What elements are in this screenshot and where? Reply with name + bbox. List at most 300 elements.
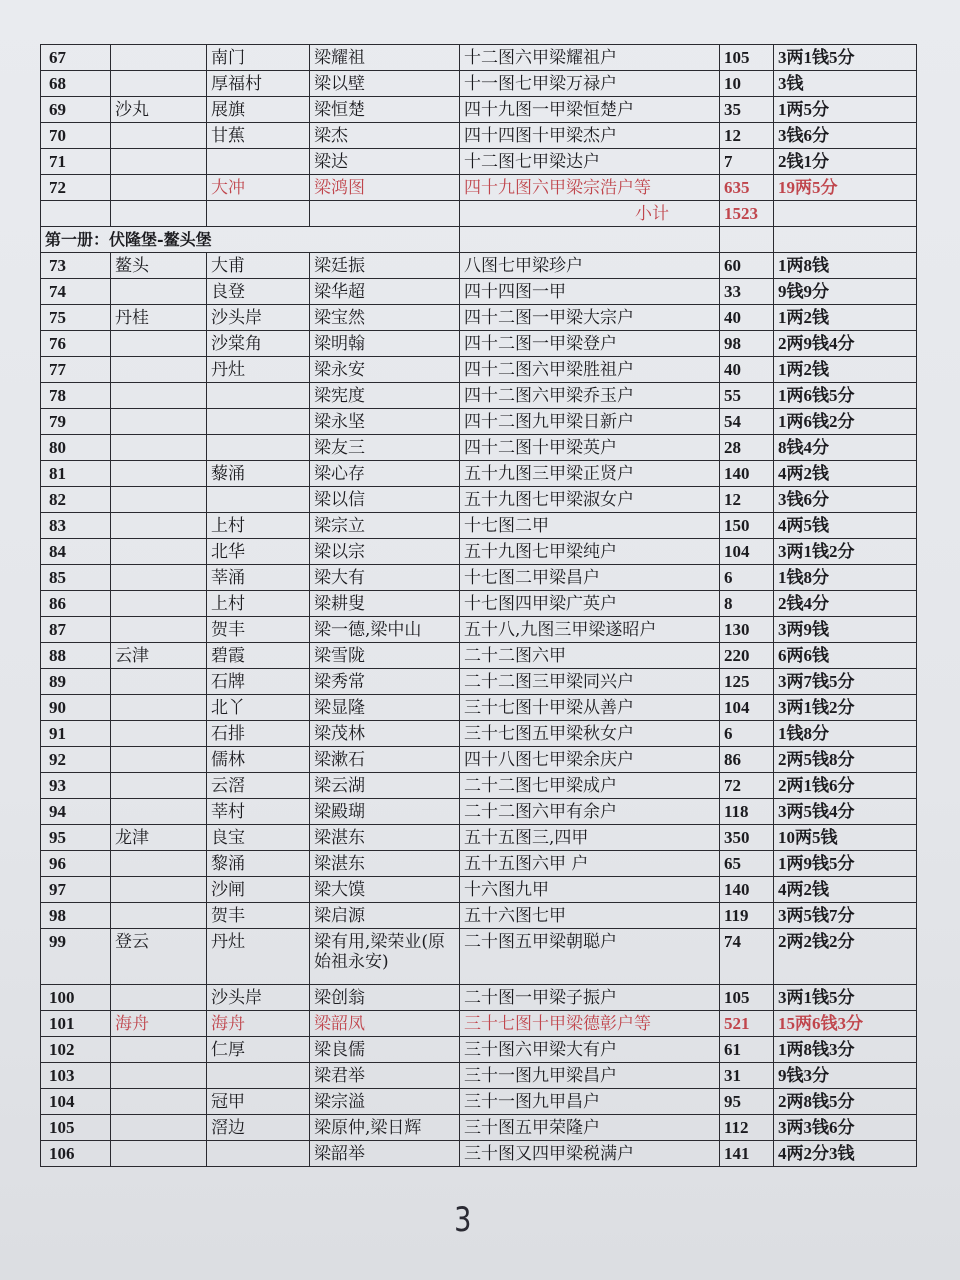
ancestor-name: 梁宗立 bbox=[310, 513, 460, 539]
village-name: 龙津 bbox=[111, 825, 207, 851]
mu-count: 150 bbox=[720, 513, 774, 539]
table-row bbox=[41, 591, 917, 617]
ancestor-name: 梁韶凤 bbox=[310, 1011, 460, 1037]
ancestor-name: 梁漱石 bbox=[310, 747, 460, 773]
ancestor-name: 梁永坚 bbox=[310, 409, 460, 435]
sub-village: 北华 bbox=[207, 539, 310, 565]
tax-amount: 3钱 bbox=[774, 71, 917, 97]
village-name bbox=[111, 1089, 207, 1115]
subtotal-value: 1523 bbox=[720, 201, 774, 227]
sub-village bbox=[207, 149, 310, 175]
tax-amount: 3两5钱7分 bbox=[774, 903, 917, 929]
tax-register: 三十一图九甲梁昌户 bbox=[460, 1063, 720, 1089]
tax-amount: 9钱3分 bbox=[774, 1063, 917, 1089]
village-name: 沙丸 bbox=[111, 97, 207, 123]
mu-count: 72 bbox=[720, 773, 774, 799]
sub-village: 甘蕉 bbox=[207, 123, 310, 149]
village-name bbox=[111, 513, 207, 539]
table-row bbox=[41, 487, 917, 513]
row-number: 69 bbox=[41, 97, 111, 123]
sub-village: 莘村 bbox=[207, 799, 310, 825]
row-number: 70 bbox=[41, 123, 111, 149]
village-name bbox=[111, 45, 207, 71]
table-row bbox=[41, 539, 917, 565]
village-name bbox=[111, 851, 207, 877]
tax-amount: 1两8钱 bbox=[774, 253, 917, 279]
tax-amount: 4两2分3钱 bbox=[774, 1141, 917, 1167]
sub-village: 丹灶 bbox=[207, 929, 310, 985]
mu-count: 54 bbox=[720, 409, 774, 435]
table-row bbox=[41, 1063, 917, 1089]
table-row bbox=[41, 929, 917, 985]
village-name bbox=[111, 357, 207, 383]
tax-register: 五十九图三甲梁正贤户 bbox=[460, 461, 720, 487]
sub-village: 仁厚 bbox=[207, 1037, 310, 1063]
row-number: 98 bbox=[41, 903, 111, 929]
row-number: 81 bbox=[41, 461, 111, 487]
mu-count: 86 bbox=[720, 747, 774, 773]
village-name bbox=[111, 279, 207, 305]
table-row bbox=[41, 331, 917, 357]
row-number: 77 bbox=[41, 357, 111, 383]
sub-village: 滘边 bbox=[207, 1115, 310, 1141]
mu-count: 130 bbox=[720, 617, 774, 643]
tax-register: 四十二图六甲梁胜祖户 bbox=[460, 357, 720, 383]
sub-village: 上村 bbox=[207, 591, 310, 617]
sub-village: 丹灶 bbox=[207, 357, 310, 383]
sub-village: 南门 bbox=[207, 45, 310, 71]
table-row bbox=[41, 565, 917, 591]
ancestor-name: 梁杰 bbox=[310, 123, 460, 149]
tax-register: 二十二图七甲梁成户 bbox=[460, 773, 720, 799]
table-row bbox=[41, 617, 917, 643]
sub-village: 儒林 bbox=[207, 747, 310, 773]
tax-amount: 2两9钱4分 bbox=[774, 331, 917, 357]
mu-count: 98 bbox=[720, 331, 774, 357]
tax-amount: 4两5钱 bbox=[774, 513, 917, 539]
tax-amount: 3两9钱 bbox=[774, 617, 917, 643]
mu-count: 105 bbox=[720, 45, 774, 71]
row-number: 97 bbox=[41, 877, 111, 903]
ancestor-name: 梁心存 bbox=[310, 461, 460, 487]
table-body-part2 bbox=[41, 253, 917, 1167]
village-name bbox=[111, 565, 207, 591]
mu-count: 12 bbox=[720, 123, 774, 149]
village-name: 登云 bbox=[111, 929, 207, 985]
tax-amount: 2两1钱6分 bbox=[774, 773, 917, 799]
tax-register: 三十七图十甲梁德彰户等 bbox=[460, 1011, 720, 1037]
row-number: 90 bbox=[41, 695, 111, 721]
row-number: 102 bbox=[41, 1037, 111, 1063]
table-row bbox=[41, 357, 917, 383]
tax-amount: 1钱8分 bbox=[774, 721, 917, 747]
table-row bbox=[41, 695, 917, 721]
village-name bbox=[111, 1141, 207, 1167]
tax-amount: 3两7钱5分 bbox=[774, 669, 917, 695]
table-row bbox=[41, 985, 917, 1011]
ancestor-name: 梁永安 bbox=[310, 357, 460, 383]
ancestor-name: 梁耀祖 bbox=[310, 45, 460, 71]
village-name bbox=[111, 409, 207, 435]
village-name: 鳌头 bbox=[111, 253, 207, 279]
tax-register: 五十六图七甲 bbox=[460, 903, 720, 929]
mu-count: 104 bbox=[720, 539, 774, 565]
mu-count: 521 bbox=[720, 1011, 774, 1037]
village-name bbox=[111, 747, 207, 773]
sub-village bbox=[207, 409, 310, 435]
village-name bbox=[111, 903, 207, 929]
sub-village: 藜涌 bbox=[207, 461, 310, 487]
tax-amount: 1两8钱3分 bbox=[774, 1037, 917, 1063]
village-name: 海舟 bbox=[111, 1011, 207, 1037]
row-number: 104 bbox=[41, 1089, 111, 1115]
table-row bbox=[41, 747, 917, 773]
tax-amount: 2钱1分 bbox=[774, 149, 917, 175]
village-name bbox=[111, 1063, 207, 1089]
village-name bbox=[111, 71, 207, 97]
mu-count: 12 bbox=[720, 487, 774, 513]
mu-count: 33 bbox=[720, 279, 774, 305]
ancestor-name: 梁以信 bbox=[310, 487, 460, 513]
table-row bbox=[41, 1037, 917, 1063]
ancestor-name: 梁湛东 bbox=[310, 851, 460, 877]
sub-village bbox=[207, 435, 310, 461]
row-number: 75 bbox=[41, 305, 111, 331]
register-table bbox=[40, 44, 917, 1167]
village-name bbox=[111, 985, 207, 1011]
ancestor-name: 梁大有 bbox=[310, 565, 460, 591]
mu-count: 61 bbox=[720, 1037, 774, 1063]
mu-count: 6 bbox=[720, 565, 774, 591]
tax-register: 四十二图一甲梁大宗户 bbox=[460, 305, 720, 331]
ancestor-name: 梁秀常 bbox=[310, 669, 460, 695]
sub-village: 黎涌 bbox=[207, 851, 310, 877]
village-name bbox=[111, 123, 207, 149]
tax-register: 五十九图七甲梁淑女户 bbox=[460, 487, 720, 513]
sub-village: 莘涌 bbox=[207, 565, 310, 591]
tax-amount: 1两6钱5分 bbox=[774, 383, 917, 409]
tax-amount: 2钱4分 bbox=[774, 591, 917, 617]
table-body-part1 bbox=[41, 45, 917, 201]
row-number: 105 bbox=[41, 1115, 111, 1141]
tax-register: 五十九图七甲梁纯户 bbox=[460, 539, 720, 565]
village-name bbox=[111, 669, 207, 695]
subtotal-row bbox=[41, 201, 917, 227]
tax-amount: 4两2钱 bbox=[774, 461, 917, 487]
tax-register: 四十四图十甲梁杰户 bbox=[460, 123, 720, 149]
tax-amount: 3两1钱2分 bbox=[774, 539, 917, 565]
tax-register: 四十二图一甲梁登户 bbox=[460, 331, 720, 357]
village-name bbox=[111, 487, 207, 513]
sub-village: 石排 bbox=[207, 721, 310, 747]
table-row bbox=[41, 123, 917, 149]
row-number: 99 bbox=[41, 929, 111, 985]
row-number: 89 bbox=[41, 669, 111, 695]
row-number: 78 bbox=[41, 383, 111, 409]
ancestor-name: 梁廷振 bbox=[310, 253, 460, 279]
row-number: 80 bbox=[41, 435, 111, 461]
ancestor-name: 梁达 bbox=[310, 149, 460, 175]
mu-count: 104 bbox=[720, 695, 774, 721]
sub-village: 北丫 bbox=[207, 695, 310, 721]
ancestor-name: 梁鸿图 bbox=[310, 175, 460, 201]
ancestor-name: 梁茂林 bbox=[310, 721, 460, 747]
sub-village: 碧霞 bbox=[207, 643, 310, 669]
row-number: 82 bbox=[41, 487, 111, 513]
tax-amount: 1两9钱5分 bbox=[774, 851, 917, 877]
table-row bbox=[41, 461, 917, 487]
tax-register: 十二图六甲梁耀祖户 bbox=[460, 45, 720, 71]
tax-amount: 3两1钱5分 bbox=[774, 45, 917, 71]
table-row bbox=[41, 1089, 917, 1115]
mu-count: 10 bbox=[720, 71, 774, 97]
tax-register: 四十九图一甲梁恒楚户 bbox=[460, 97, 720, 123]
ancestor-name: 梁以宗 bbox=[310, 539, 460, 565]
table-row bbox=[41, 383, 917, 409]
village-name bbox=[111, 175, 207, 201]
row-number: 88 bbox=[41, 643, 111, 669]
sub-village: 展旗 bbox=[207, 97, 310, 123]
mu-count: 6 bbox=[720, 721, 774, 747]
tax-amount: 10两5钱 bbox=[774, 825, 917, 851]
table-row bbox=[41, 97, 917, 123]
tax-register: 三十一图九甲昌户 bbox=[460, 1089, 720, 1115]
table-row bbox=[41, 1115, 917, 1141]
sub-village: 沙棠角 bbox=[207, 331, 310, 357]
tax-amount: 15两6钱3分 bbox=[774, 1011, 917, 1037]
row-number: 85 bbox=[41, 565, 111, 591]
ancestor-name: 梁君举 bbox=[310, 1063, 460, 1089]
row-number: 100 bbox=[41, 985, 111, 1011]
mu-count: 125 bbox=[720, 669, 774, 695]
tax-register: 十六图九甲 bbox=[460, 877, 720, 903]
sub-village: 大冲 bbox=[207, 175, 310, 201]
mu-count: 119 bbox=[720, 903, 774, 929]
tax-amount: 4两2钱 bbox=[774, 877, 917, 903]
table-row bbox=[41, 799, 917, 825]
row-number: 91 bbox=[41, 721, 111, 747]
ancestor-name: 梁宝然 bbox=[310, 305, 460, 331]
tax-amount: 2两2钱2分 bbox=[774, 929, 917, 985]
table-row bbox=[41, 643, 917, 669]
table-row bbox=[41, 253, 917, 279]
row-number: 94 bbox=[41, 799, 111, 825]
ancestor-name: 梁宗溢 bbox=[310, 1089, 460, 1115]
tax-register: 二十二图六甲 bbox=[460, 643, 720, 669]
tax-register: 四十八图七甲梁余庆户 bbox=[460, 747, 720, 773]
row-number: 96 bbox=[41, 851, 111, 877]
sub-village: 沙闸 bbox=[207, 877, 310, 903]
table-row bbox=[41, 513, 917, 539]
mu-count: 65 bbox=[720, 851, 774, 877]
tax-amount: 1两2钱 bbox=[774, 357, 917, 383]
village-name bbox=[111, 331, 207, 357]
village-name bbox=[111, 721, 207, 747]
village-name bbox=[111, 1037, 207, 1063]
table-row bbox=[41, 279, 917, 305]
tax-register: 五十五图六甲 户 bbox=[460, 851, 720, 877]
ancestor-name: 梁湛东 bbox=[310, 825, 460, 851]
section-header-row bbox=[41, 227, 917, 253]
tax-register: 十一图七甲梁万禄户 bbox=[460, 71, 720, 97]
row-number: 68 bbox=[41, 71, 111, 97]
sub-village bbox=[207, 487, 310, 513]
ancestor-name: 梁友三 bbox=[310, 435, 460, 461]
table-row bbox=[41, 71, 917, 97]
mu-count: 140 bbox=[720, 877, 774, 903]
mu-count: 112 bbox=[720, 1115, 774, 1141]
tax-register: 二十图五甲梁朝聪户 bbox=[460, 929, 720, 985]
tax-register: 十七图二甲 bbox=[460, 513, 720, 539]
section-title: 第一册：伏隆堡-鳌头堡 bbox=[41, 227, 460, 253]
row-number: 71 bbox=[41, 149, 111, 175]
tax-amount: 3钱6分 bbox=[774, 487, 917, 513]
tax-register: 三十七图十甲梁从善户 bbox=[460, 695, 720, 721]
tax-amount: 1钱8分 bbox=[774, 565, 917, 591]
sub-village: 大甫 bbox=[207, 253, 310, 279]
mu-count: 635 bbox=[720, 175, 774, 201]
ancestor-name: 梁华超 bbox=[310, 279, 460, 305]
tax-register: 二十二图六甲有余户 bbox=[460, 799, 720, 825]
ancestor-name: 梁大馍 bbox=[310, 877, 460, 903]
table-row bbox=[41, 877, 917, 903]
tax-register: 四十二图九甲梁日新户 bbox=[460, 409, 720, 435]
ancestor-name: 梁明翰 bbox=[310, 331, 460, 357]
mu-count: 74 bbox=[720, 929, 774, 985]
sub-village bbox=[207, 1141, 310, 1167]
tax-amount: 3两1钱2分 bbox=[774, 695, 917, 721]
tax-amount: 2两5钱8分 bbox=[774, 747, 917, 773]
mu-count: 28 bbox=[720, 435, 774, 461]
tax-amount: 3两5钱4分 bbox=[774, 799, 917, 825]
table-row bbox=[41, 669, 917, 695]
village-name bbox=[111, 149, 207, 175]
table-row bbox=[41, 773, 917, 799]
ancestor-name: 梁殿瑚 bbox=[310, 799, 460, 825]
mu-count: 35 bbox=[720, 97, 774, 123]
ancestor-name: 梁原仲,梁日辉 bbox=[310, 1115, 460, 1141]
row-number: 74 bbox=[41, 279, 111, 305]
subtotal-label: 小计 bbox=[460, 201, 720, 227]
row-number: 84 bbox=[41, 539, 111, 565]
tax-register: 三十图六甲梁大有户 bbox=[460, 1037, 720, 1063]
village-name bbox=[111, 591, 207, 617]
row-number: 95 bbox=[41, 825, 111, 851]
sub-village: 贺丰 bbox=[207, 903, 310, 929]
village-name bbox=[111, 799, 207, 825]
tax-amount: 3两1钱5分 bbox=[774, 985, 917, 1011]
village-name bbox=[111, 773, 207, 799]
ancestor-name: 梁显隆 bbox=[310, 695, 460, 721]
tax-amount: 1两2钱 bbox=[774, 305, 917, 331]
mu-count: 7 bbox=[720, 149, 774, 175]
table-row bbox=[41, 149, 917, 175]
mu-count: 105 bbox=[720, 985, 774, 1011]
mu-count: 40 bbox=[720, 357, 774, 383]
mu-count: 55 bbox=[720, 383, 774, 409]
village-name bbox=[111, 461, 207, 487]
mu-count: 118 bbox=[720, 799, 774, 825]
sub-village: 良宝 bbox=[207, 825, 310, 851]
village-name bbox=[111, 1115, 207, 1141]
sub-village: 石牌 bbox=[207, 669, 310, 695]
tax-register: 十二图七甲梁达户 bbox=[460, 149, 720, 175]
ancestor-name: 梁一德,梁中山 bbox=[310, 617, 460, 643]
village-name: 丹桂 bbox=[111, 305, 207, 331]
table-row bbox=[41, 305, 917, 331]
tax-amount: 8钱4分 bbox=[774, 435, 917, 461]
subtotal-section bbox=[41, 201, 917, 253]
ancestor-name: 梁有用,梁荣业(原始祖永安) bbox=[310, 929, 460, 985]
tax-register: 八图七甲梁珍户 bbox=[460, 253, 720, 279]
tax-register: 三十图五甲荣隆户 bbox=[460, 1115, 720, 1141]
village-name bbox=[111, 435, 207, 461]
tax-register: 十七图四甲梁广英户 bbox=[460, 591, 720, 617]
tax-register: 二十二图三甲梁同兴户 bbox=[460, 669, 720, 695]
tax-register: 三十七图五甲梁秋女户 bbox=[460, 721, 720, 747]
tax-amount: 2两8钱5分 bbox=[774, 1089, 917, 1115]
ancestor-name: 梁宪度 bbox=[310, 383, 460, 409]
mu-count: 40 bbox=[720, 305, 774, 331]
village-name bbox=[111, 383, 207, 409]
ancestor-name: 梁良儒 bbox=[310, 1037, 460, 1063]
row-number: 67 bbox=[41, 45, 111, 71]
tax-register: 四十九图六甲梁宗浩户等 bbox=[460, 175, 720, 201]
sub-village: 冠甲 bbox=[207, 1089, 310, 1115]
village-name bbox=[111, 695, 207, 721]
tax-amount: 3两3钱6分 bbox=[774, 1115, 917, 1141]
table-row bbox=[41, 903, 917, 929]
ancestor-name: 梁恒楚 bbox=[310, 97, 460, 123]
tax-amount: 9钱9分 bbox=[774, 279, 917, 305]
tax-register: 二十图一甲梁子振户 bbox=[460, 985, 720, 1011]
tax-register: 四十四图一甲 bbox=[460, 279, 720, 305]
tax-amount: 19两5分 bbox=[774, 175, 917, 201]
tax-amount: 3钱6分 bbox=[774, 123, 917, 149]
tax-amount: 1两6钱2分 bbox=[774, 409, 917, 435]
row-number: 72 bbox=[41, 175, 111, 201]
village-name bbox=[111, 539, 207, 565]
ancestor-name: 梁启源 bbox=[310, 903, 460, 929]
tax-register: 四十二图十甲梁英户 bbox=[460, 435, 720, 461]
tax-register: 十七图二甲梁昌户 bbox=[460, 565, 720, 591]
table-row bbox=[41, 721, 917, 747]
row-number: 93 bbox=[41, 773, 111, 799]
mu-count: 95 bbox=[720, 1089, 774, 1115]
mu-count: 31 bbox=[720, 1063, 774, 1089]
mu-count: 140 bbox=[720, 461, 774, 487]
row-number: 86 bbox=[41, 591, 111, 617]
mu-count: 350 bbox=[720, 825, 774, 851]
table-row bbox=[41, 435, 917, 461]
village-name bbox=[111, 877, 207, 903]
tax-register: 五十五图三,四甲 bbox=[460, 825, 720, 851]
ancestor-name: 梁云湖 bbox=[310, 773, 460, 799]
village-name: 云津 bbox=[111, 643, 207, 669]
table-row bbox=[41, 45, 917, 71]
mu-count: 141 bbox=[720, 1141, 774, 1167]
row-number: 79 bbox=[41, 409, 111, 435]
table-row bbox=[41, 1141, 917, 1167]
row-number: 87 bbox=[41, 617, 111, 643]
village-name bbox=[111, 617, 207, 643]
table-row bbox=[41, 825, 917, 851]
ancestor-name: 梁韶举 bbox=[310, 1141, 460, 1167]
table-row bbox=[41, 175, 917, 201]
table-row bbox=[41, 409, 917, 435]
row-number: 106 bbox=[41, 1141, 111, 1167]
sub-village: 贺丰 bbox=[207, 617, 310, 643]
